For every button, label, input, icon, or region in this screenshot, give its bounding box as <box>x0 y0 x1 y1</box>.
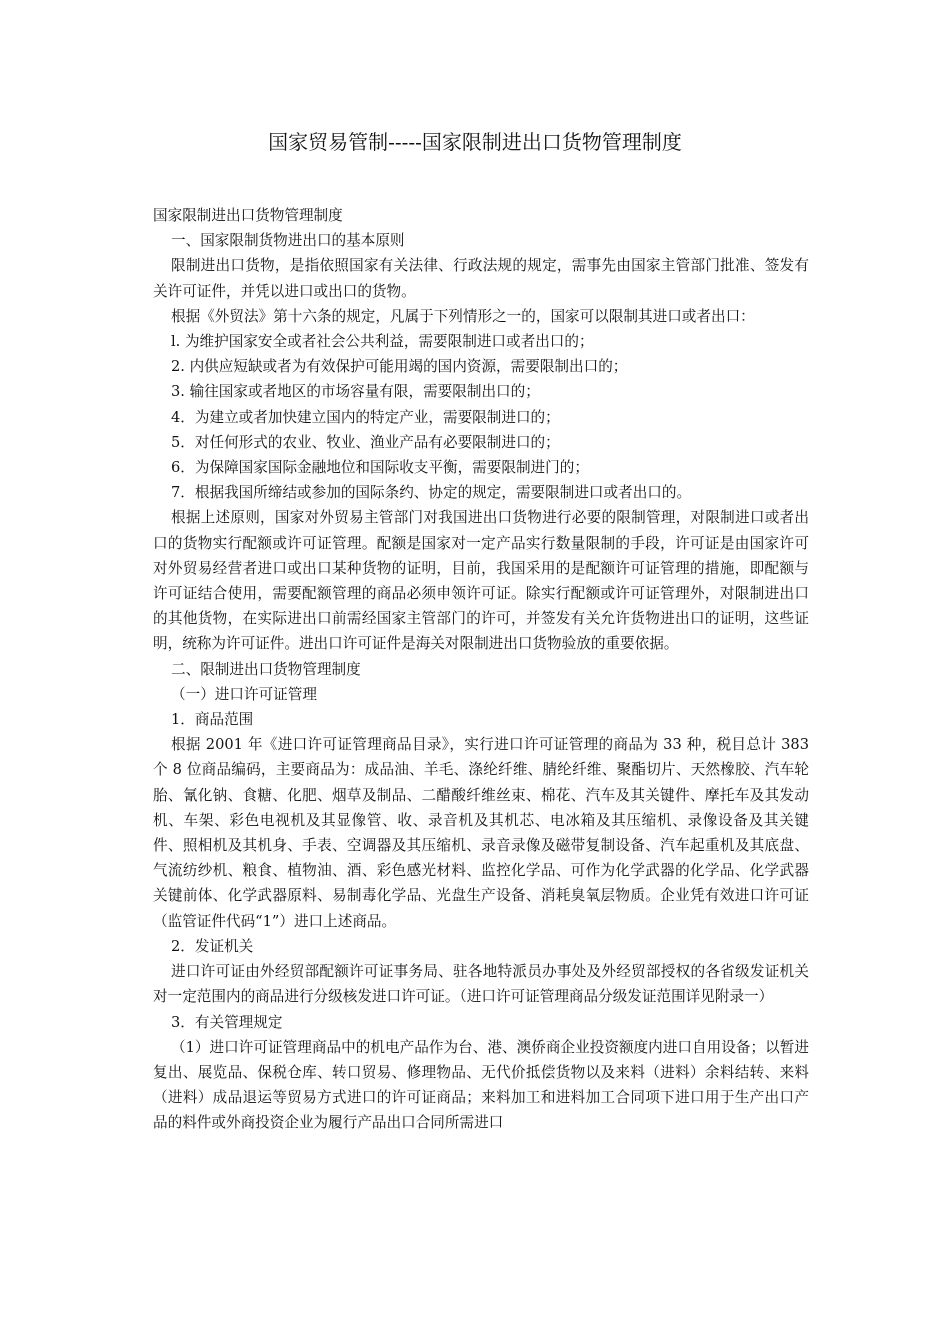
section-heading: 国家限制进出口货物管理制度 <box>153 207 343 224</box>
page-title: 国家贸易管制-----国家限制进出口货物管理制度 <box>268 130 682 154</box>
section-heading: 一、国家限制货物进出口的基本原则 <box>171 232 405 250</box>
list-item: 3. 输往国家或者地区的市场容量有限，需要限制出口的； <box>171 383 540 401</box>
body-paragraph: 根据上述原则，国家对外贸易主管部门对我国进出口货物进行必要的限制管理，对限制进口或者出口的货物实行配额或许可证管理。配额是国家对一定产品实行数量限制的手段，许可证是由国家许可对外贸易经营者进口或出口某种货物的证明，目前，我国采用的是配额许可证管理的措施，即配额与许可证结合使用，需要配额管理的商品必须申领许可证。除实行配额或许可证管理外，对限制进出口的其他货物，在实际进出口前需经国家主管部门的许可，并签发有关允许货物进出口的证明，这些证明，统称为许可证件。进出口许可证件是海关对限制进出口货物验放的重要依据。 <box>153 509 809 653</box>
list-item: 5．对任何形式的农业、牧业、渔业产品有必要限制进口的； <box>171 433 560 451</box>
item-heading: 3．有关管理规定 <box>171 1013 283 1031</box>
list-item: l. 为维护国家安全或者社会公共利益，需要限制进口或者出口的； <box>171 333 594 351</box>
section-heading: 二、限制进出口货物管理制度 <box>171 660 361 678</box>
list-item: 6．为保障国家国际金融地位和国际收支平衡，需要限制进门的； <box>171 459 589 477</box>
list-item: 2. 内供应短缺或者为有效保护可能用竭的国内资源，需要限制出口的； <box>171 358 628 376</box>
list-item: 7．根据我国所缔结或参加的国际条约、协定的规定，需要限制进口或者出口的。 <box>171 484 692 502</box>
list-item: 4．为建立或者加快建立国内的特定产业，需要限制进口的； <box>171 408 560 426</box>
body-paragraph: 根据 2001 年《进口许可证管理商品目录》，实行进口许可证管理的商品为 33 种，税目总计 383 个 8 位商品编码，主要商品为：成品油、羊毛、涤纶纤维、腈纶纤维、聚酯切片、天然橡胶、汽车轮胎、氰化钠、食糖、化肥、烟草及制品、二醋酸纤维丝束、棉花、汽车及其关键件、摩托车及其发动机、车架、彩色电视机及其显像管、收、录音机及其机芯、电冰箱及其压缩机、录像设备及其关键件、照相机及其机身、手表、空调器及其压缩机、录音录像及磁带复制设备、汽车起重机及其底盘、气流纺纱机、粮食、植物油、酒、彩色感光材料、监控化学品、可作为化学武器的化学品、化学武器关键前体、化学武器原料、易制毒化学品、光盘生产设备、消耗臭氧层物质。企业凭有效进口许可证（监管证件代码“1”）进口上述商品。 <box>153 736 809 930</box>
body-paragraph: （1）进口许可证管理商品中的机电产品作为台、港、澳侨商企业投资额度内进口自用设备；以暂进复出、展览品、保税仓库、转口贸易、修理物品、无代价抵偿货物以及来料（进料）余料结转、来料（进料）成品退运等贸易方式进口的许可证商品；来料加工和进料加工合同项下进口用于生产出口产品的料件或外商投资企业为履行产品出口合同所需进口 <box>153 1038 809 1132</box>
item-heading: 1．商品范围 <box>171 711 254 729</box>
body-paragraph: 根据《外贸法》第十六条的规定，凡属于下列情形之一的，国家可以限制其进口或者出口： <box>171 307 755 325</box>
subsection-heading: （一）进口许可证管理 <box>171 685 317 703</box>
body-paragraph: 进口许可证由外经贸部配额许可证事务局、驻各地特派员办事处及外经贸部授权的各省级发证机关对一定范围内的商品进行分级核发进口许可证。（进口许可证管理商品分级发证范围详见附录一） <box>153 963 809 1006</box>
document-body <box>153 203 809 1136</box>
body-paragraph: 限制进出口货物，是指依照国家有关法律、行政法规的规定，需事先由国家主管部门批准、签发有关许可证件，并凭以进口或出口的货物。 <box>153 257 809 300</box>
item-heading: 2．发证机关 <box>171 937 254 955</box>
